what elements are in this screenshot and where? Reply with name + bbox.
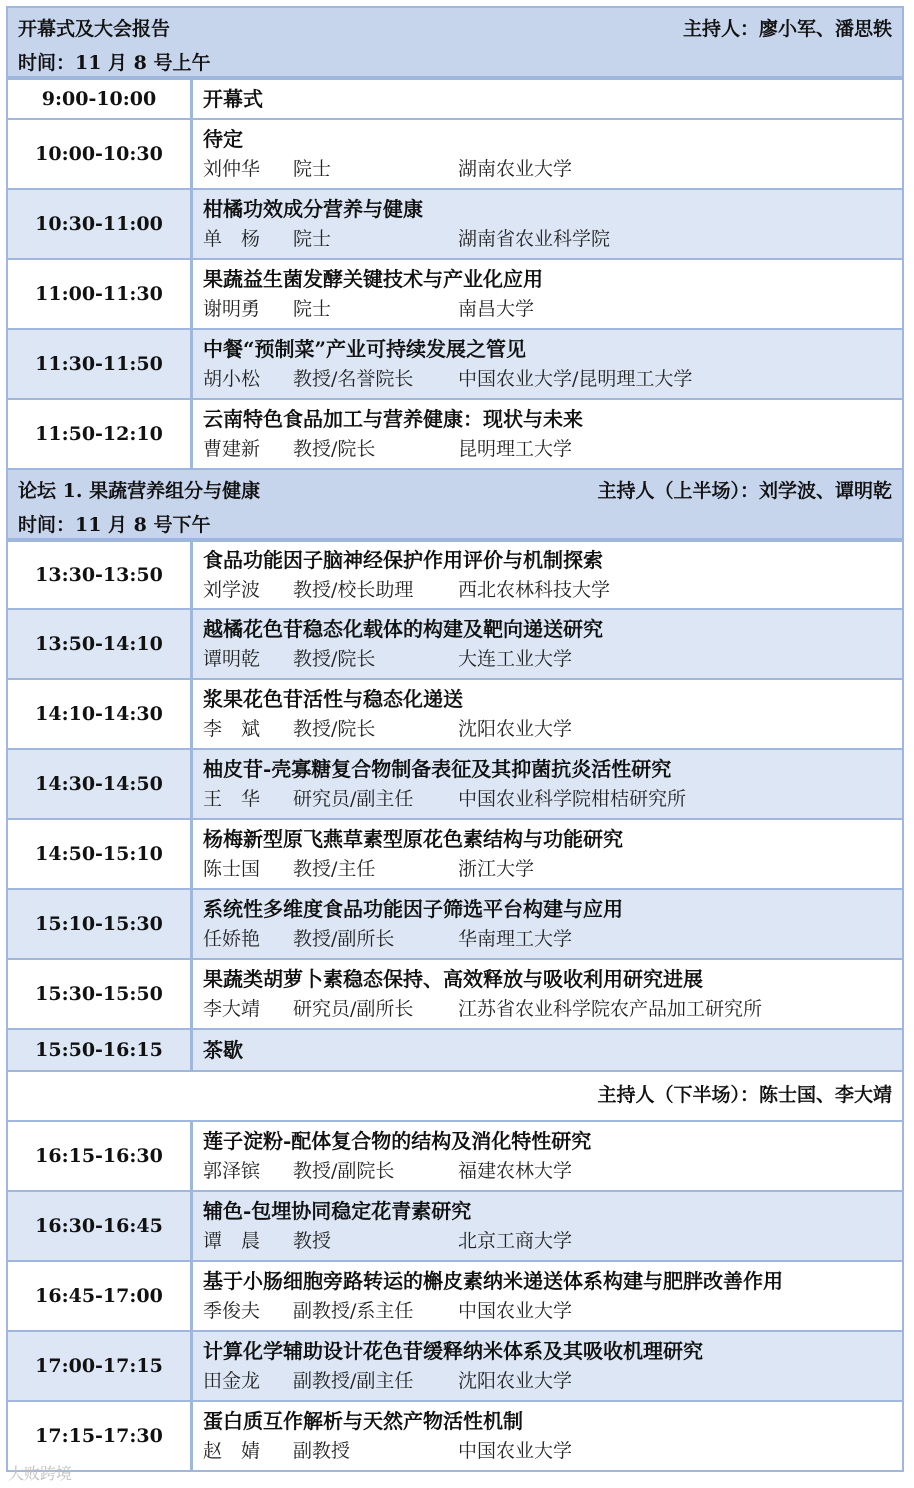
session-topic: 茶歇 bbox=[203, 1038, 243, 1062]
session-time: 11:00-11:30 bbox=[8, 260, 193, 328]
speaker-org: 沈阳农业大学 bbox=[458, 1370, 573, 1392]
session-speaker bbox=[203, 994, 902, 1024]
session-row bbox=[6, 820, 904, 890]
session-topic: 浆果花色苷活性与稳态化递送 bbox=[203, 687, 463, 711]
session-row bbox=[6, 1402, 904, 1472]
session-row bbox=[6, 680, 904, 750]
session-time: 13:50-14:10 bbox=[8, 610, 193, 678]
session-time: 16:30-16:45 bbox=[8, 1192, 193, 1260]
session-speaker bbox=[203, 1366, 902, 1396]
speaker-org: 华南理工大学 bbox=[458, 928, 573, 950]
speaker-name: 任娇艳 bbox=[203, 928, 261, 950]
session-speaker bbox=[203, 784, 902, 814]
session-time: 11:30-11:50 bbox=[8, 330, 193, 398]
speaker-name: 谭 晨 bbox=[203, 1230, 261, 1252]
session-time: 11:50-12:10 bbox=[8, 400, 193, 468]
speaker-title: 院士 bbox=[293, 158, 332, 180]
section-host: 主持人（下半场）：陈士国、李大靖 bbox=[597, 1084, 892, 1106]
speaker-org: 中国农业大学 bbox=[458, 1440, 573, 1462]
session-speaker bbox=[203, 154, 902, 184]
speaker-title: 院士 bbox=[293, 298, 332, 320]
session-row bbox=[6, 1332, 904, 1402]
speaker-org: 北京工商大学 bbox=[458, 1230, 573, 1252]
session-topic: 基于小肠细胞旁路转运的槲皮素纳米递送体系构建与肥胖改善作用 bbox=[203, 1269, 783, 1293]
session-time: 14:10-14:30 bbox=[8, 680, 193, 748]
session-speaker bbox=[203, 1296, 902, 1326]
session-speaker bbox=[203, 434, 902, 464]
session-time: 13:30-13:50 bbox=[8, 542, 193, 608]
speaker-title: 教授/副所长 bbox=[293, 928, 395, 950]
speaker-org: 大连工业大学 bbox=[458, 648, 573, 670]
session-speaker bbox=[203, 575, 902, 605]
session-time: 9:00-10:00 bbox=[8, 80, 193, 118]
section-time: 时间：11 月 8 号上午 bbox=[18, 52, 211, 74]
session-row bbox=[6, 120, 904, 190]
speaker-title: 教授/院长 bbox=[293, 718, 376, 740]
section-host: 主持人（上半场）：刘学波、谭明乾 bbox=[597, 480, 892, 502]
session-topic: 杨梅新型原飞燕草素型原花色素结构与功能研究 bbox=[203, 827, 623, 851]
section-header-forum-1 bbox=[6, 470, 904, 540]
session-row bbox=[6, 260, 904, 330]
speaker-title: 教授/主任 bbox=[293, 858, 376, 880]
speaker-name: 李 斌 bbox=[203, 718, 261, 740]
session-topic: 果蔬益生菌发酵关键技术与产业化应用 bbox=[203, 267, 543, 291]
speaker-title: 教授/院长 bbox=[293, 438, 376, 460]
speaker-org: 福建农林大学 bbox=[458, 1160, 573, 1182]
speaker-name: 陈士国 bbox=[203, 858, 261, 880]
session-time: 10:00-10:30 bbox=[8, 120, 193, 188]
session-time: 10:30-11:00 bbox=[8, 190, 193, 258]
session-speaker bbox=[203, 1226, 902, 1256]
session-row bbox=[6, 400, 904, 470]
session-row bbox=[6, 1030, 904, 1072]
session-topic: 辅色-包埋协同稳定花青素研究 bbox=[203, 1199, 472, 1223]
host-row-second-half bbox=[6, 1072, 904, 1122]
session-time: 17:15-17:30 bbox=[8, 1402, 193, 1470]
session-topic: 食品功能因子脑神经保护作用评价与机制探索 bbox=[203, 548, 603, 572]
session-speaker bbox=[203, 1436, 902, 1466]
speaker-title: 研究员/副所长 bbox=[293, 998, 414, 1020]
session-time: 14:30-14:50 bbox=[8, 750, 193, 818]
session-speaker bbox=[203, 854, 902, 884]
session-row bbox=[6, 1262, 904, 1332]
speaker-org: 中国农业大学/昆明理工大学 bbox=[458, 368, 693, 390]
session-row bbox=[6, 1192, 904, 1262]
session-row bbox=[6, 750, 904, 820]
speaker-title: 教授/院长 bbox=[293, 648, 376, 670]
section-title: 开幕式及大会报告 bbox=[18, 18, 171, 40]
session-topic: 计算化学辅助设计花色苷缓释纳米体系及其吸收机理研究 bbox=[203, 1339, 703, 1363]
session-row bbox=[6, 330, 904, 400]
speaker-org: 中国农业科学院柑桔研究所 bbox=[458, 788, 687, 810]
speaker-name: 谢明勇 bbox=[203, 298, 261, 320]
session-row bbox=[6, 540, 904, 610]
watermark bbox=[8, 1461, 72, 1484]
section-host: 主持人：廖小军、潘思轶 bbox=[682, 18, 892, 40]
speaker-title: 教授/校长助理 bbox=[293, 579, 414, 601]
session-topic: 待定 bbox=[203, 127, 243, 151]
session-time: 17:00-17:15 bbox=[8, 1332, 193, 1400]
speaker-org: 南昌大学 bbox=[458, 298, 535, 320]
speaker-title: 副教授/系主任 bbox=[293, 1300, 414, 1322]
speaker-title: 副教授/副主任 bbox=[293, 1370, 414, 1392]
speaker-name: 单 杨 bbox=[203, 228, 261, 250]
session-row bbox=[6, 890, 904, 960]
section-header-opening bbox=[6, 6, 904, 78]
session-speaker bbox=[203, 714, 902, 744]
speaker-org: 江苏省农业科学院农产品加工研究所 bbox=[458, 998, 763, 1020]
speaker-title: 副教授 bbox=[293, 1440, 351, 1462]
session-speaker bbox=[203, 224, 902, 254]
session-topic: 柑橘功效成分营养与健康 bbox=[203, 197, 423, 221]
section-time: 时间：11 月 8 号下午 bbox=[18, 514, 211, 536]
session-row bbox=[6, 610, 904, 680]
speaker-title: 院士 bbox=[293, 228, 332, 250]
speaker-name: 王 华 bbox=[203, 788, 261, 810]
speaker-name: 胡小松 bbox=[203, 368, 261, 390]
session-topic: 蛋白质互作解析与天然产物活性机制 bbox=[203, 1409, 523, 1433]
session-speaker bbox=[203, 294, 902, 324]
speaker-name: 刘仲华 bbox=[203, 158, 261, 180]
session-speaker bbox=[203, 644, 902, 674]
speaker-org: 湖南省农业科学院 bbox=[458, 228, 611, 250]
speaker-title: 教授 bbox=[293, 1230, 332, 1252]
session-speaker bbox=[203, 364, 902, 394]
session-topic: 系统性多维度食品功能因子筛选平台构建与应用 bbox=[203, 897, 623, 921]
session-row bbox=[6, 960, 904, 1030]
session-time: 15:50-16:15 bbox=[8, 1030, 193, 1070]
session-time: 15:10-15:30 bbox=[8, 890, 193, 958]
session-row bbox=[6, 78, 904, 120]
session-row bbox=[6, 190, 904, 260]
speaker-name: 曹建新 bbox=[203, 438, 261, 460]
speaker-name: 谭明乾 bbox=[203, 648, 261, 670]
speaker-name: 李大靖 bbox=[203, 998, 261, 1020]
session-time: 16:15-16:30 bbox=[8, 1122, 193, 1190]
speaker-name: 田金龙 bbox=[203, 1370, 261, 1392]
section-title: 论坛 1. 果蔬营养组分与健康 bbox=[18, 480, 261, 502]
session-topic: 云南特色食品加工与营养健康：现状与未来 bbox=[203, 407, 583, 431]
session-speaker bbox=[203, 924, 902, 954]
speaker-org: 沈阳农业大学 bbox=[458, 718, 573, 740]
watermark-text: 大败跨境 bbox=[8, 1464, 73, 1483]
speaker-org: 浙江大学 bbox=[458, 858, 535, 880]
speaker-name: 刘学波 bbox=[203, 579, 261, 601]
speaker-org: 西北农林科技大学 bbox=[458, 579, 611, 601]
session-topic: 越橘花色苷稳态化载体的构建及靶向递送研究 bbox=[203, 617, 603, 641]
session-time: 14:50-15:10 bbox=[8, 820, 193, 888]
session-time: 16:45-17:00 bbox=[8, 1262, 193, 1330]
session-time: 15:30-15:50 bbox=[8, 960, 193, 1028]
session-topic: 果蔬类胡萝卜素稳态保持、高效释放与吸收利用研究进展 bbox=[203, 967, 703, 991]
session-topic: 莲子淀粉-配体复合物的结构及消化特性研究 bbox=[203, 1129, 592, 1153]
speaker-org: 昆明理工大学 bbox=[458, 438, 573, 460]
session-row bbox=[6, 1122, 904, 1192]
speaker-name: 郭泽镔 bbox=[203, 1160, 261, 1182]
speaker-name: 季俊夫 bbox=[203, 1300, 261, 1322]
session-topic: 中餐“预制菜”产业可持续发展之管见 bbox=[203, 337, 527, 361]
speaker-org: 中国农业大学 bbox=[458, 1300, 573, 1322]
speaker-title: 教授/副院长 bbox=[293, 1160, 395, 1182]
speaker-title: 研究员/副主任 bbox=[293, 788, 414, 810]
conference-schedule bbox=[6, 6, 904, 1472]
session-speaker bbox=[203, 1156, 902, 1186]
session-topic: 柚皮苷-壳寡糖复合物制备表征及其抑菌抗炎活性研究 bbox=[203, 757, 672, 781]
speaker-org: 湖南农业大学 bbox=[458, 158, 573, 180]
session-topic: 开幕式 bbox=[203, 87, 263, 111]
speaker-name: 赵 婧 bbox=[203, 1440, 261, 1462]
speaker-title: 教授/名誉院长 bbox=[293, 368, 414, 390]
